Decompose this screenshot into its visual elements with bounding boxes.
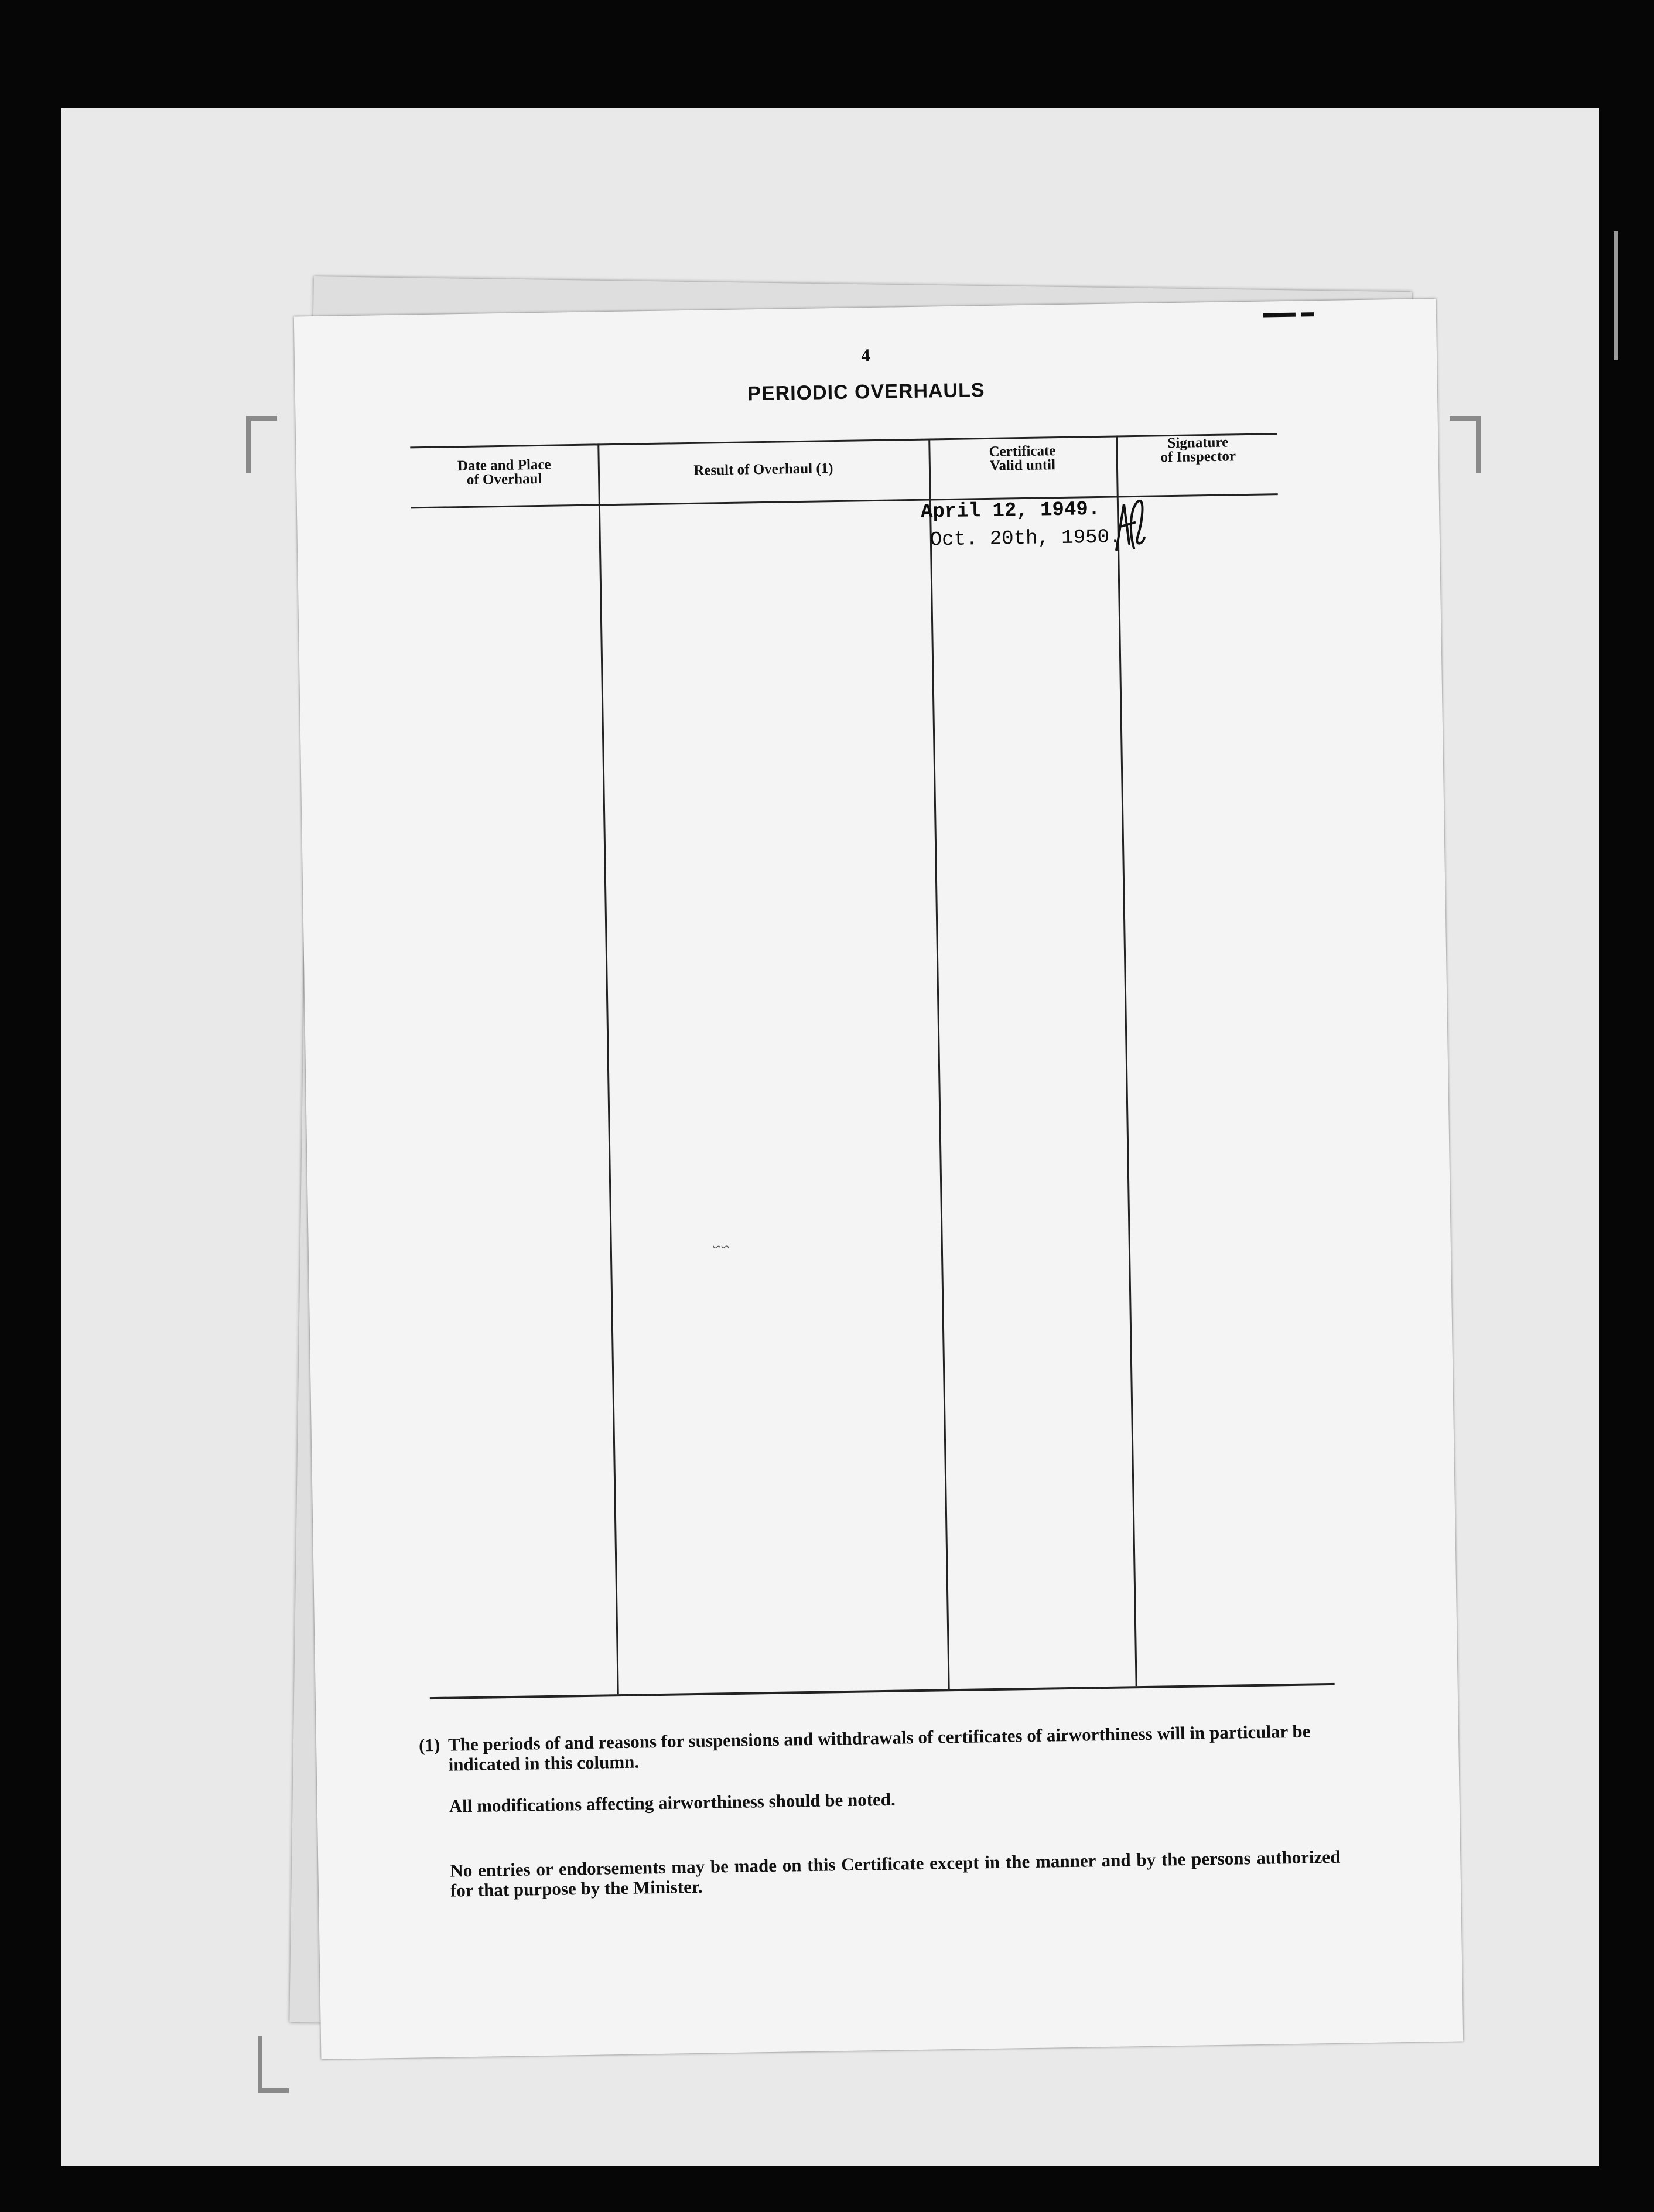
table-header-rule xyxy=(411,493,1278,508)
inspector-initials-signature xyxy=(1111,497,1147,553)
page-title: PERIODIC OVERHAULS xyxy=(747,378,985,405)
column-divider xyxy=(928,438,950,1689)
column-header-line: Result of Overhaul (1) xyxy=(693,460,833,479)
column-divider xyxy=(1116,435,1137,1686)
document-page xyxy=(294,299,1463,2059)
column-header-line: Date and Place xyxy=(457,456,551,475)
column-header-signature xyxy=(1119,435,1277,465)
entry-valid-until: April 12, 1949. xyxy=(920,498,1101,524)
column-header-line: Signature xyxy=(1167,434,1229,452)
stray-ink-mark xyxy=(1263,313,1296,318)
stray-ink-mark xyxy=(1301,312,1314,316)
column-header-line: Certificate xyxy=(989,443,1056,460)
column-divider xyxy=(597,443,619,1694)
column-header-date-place xyxy=(414,457,596,488)
column-header-line: Valid until xyxy=(989,457,1056,474)
table-bottom-rule xyxy=(430,1683,1335,1699)
page-number: 4 xyxy=(861,346,870,366)
crop-mark-bottom-left xyxy=(258,2036,289,2093)
entry-valid-until: Oct. 20th, 1950. xyxy=(929,526,1122,552)
footnote-text: The periods of and reasons for suspensions and withdrawals of certificates of airworthiness will in particular be indicated in this column. xyxy=(447,1721,1311,1775)
crop-mark-right-edge xyxy=(1614,231,1618,360)
crop-mark-top-right xyxy=(1450,416,1481,473)
column-header-valid-until xyxy=(931,443,1113,475)
column-header-result xyxy=(601,460,926,480)
footnote-text: No entries or endorsements may be made on this Certificate except in the manner and by the persons authorized for that purpose by the Minister. xyxy=(450,1846,1341,1901)
stray-ink-mark: ~~ xyxy=(712,1238,730,1256)
footnote-text: All modifications affecting airworthiness should be noted. xyxy=(449,1788,896,1817)
column-header-line: of Inspector xyxy=(1160,448,1236,466)
footnote-marker: (1) xyxy=(418,1734,440,1756)
crop-mark-top-left xyxy=(246,416,277,473)
column-header-line: of Overhaul xyxy=(466,470,542,488)
